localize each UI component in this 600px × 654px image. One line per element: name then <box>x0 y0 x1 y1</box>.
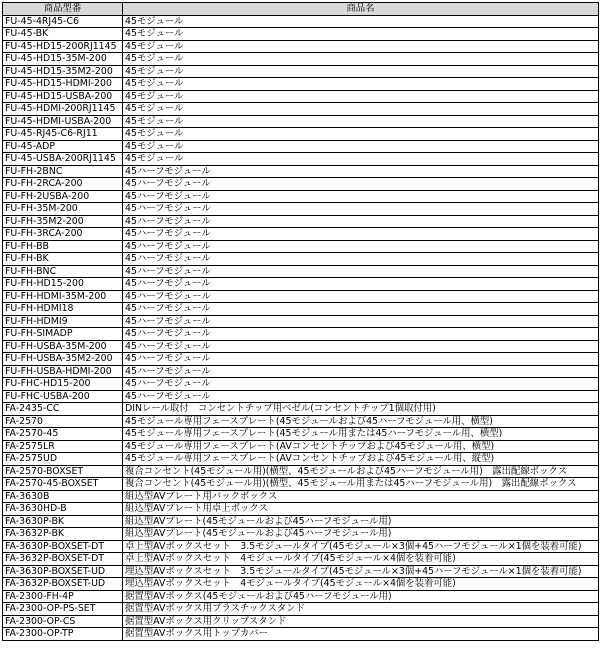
cell-model-number: FU-FH-SIMADP <box>3 328 123 341</box>
cell-product-name: 組込型AVプレート(45モジュールおよび45ハーフモジュール用) <box>123 528 599 541</box>
table-row <box>3 428 599 441</box>
cell-product-name: 45ハーフモジュール <box>123 340 599 353</box>
table-row <box>3 303 599 316</box>
cell-model-number: FA-2575LR <box>3 440 123 453</box>
cell-model-number: FU-45-HDMI-200RJ1145 <box>3 103 123 116</box>
cell-product-name: 45モジュール専用フェースプレート(AVコンセントチップおよび45モジュール用、横型) <box>123 440 599 453</box>
cell-product-name: 卓上型AVボックスセット 3.5モジュールタイプ(45モジュール×3個+45ハーフモジュール×1個を装着可能) <box>123 540 599 553</box>
cell-model-number: FA-2435-CC <box>3 403 123 416</box>
cell-model-number: FU-45-HD15-35M-200 <box>3 53 123 66</box>
table-row <box>3 190 599 203</box>
cell-model-number: FU-FH-2USBA-200 <box>3 190 123 203</box>
cell-model-number: FA-3630P-BOXSET-UD <box>3 565 123 578</box>
cell-product-name: 組込型AVプレート(45モジュールおよび45ハーフモジュール用) <box>123 515 599 528</box>
cell-model-number: FA-3632P-BOXSET-DT <box>3 553 123 566</box>
table-row <box>3 540 599 553</box>
cell-product-name: 埋込型AVボックスセット 3.5モジュールタイプ(45モジュール×3個+45ハーフモジュール×1個を装着可能) <box>123 565 599 578</box>
cell-product-name: 45ハーフモジュール <box>123 353 599 366</box>
cell-product-name: 45モジュール <box>123 28 599 41</box>
table-header <box>3 3 599 16</box>
table-row <box>3 165 599 178</box>
cell-product-name: 45モジュール専用フェースプレート(45モジュールおよび45ハーフモジュール用、横型) <box>123 415 599 428</box>
cell-product-name: 45ハーフモジュール <box>123 215 599 228</box>
cell-model-number: FU-FH-2RCA-200 <box>3 178 123 191</box>
header-row <box>3 3 599 16</box>
table-row <box>3 365 599 378</box>
cell-product-name: 45モジュール <box>123 53 599 66</box>
table-row <box>3 203 599 216</box>
cell-product-name: 45ハーフモジュール <box>123 253 599 266</box>
cell-product-name: 45モジュール <box>123 128 599 141</box>
cell-model-number: FA-2300-FH-4P <box>3 590 123 603</box>
table-row <box>3 228 599 241</box>
cell-model-number: FU-45-4RJ45-C6 <box>3 15 123 28</box>
cell-model-number: FU-FH-USBA-HDMI-200 <box>3 365 123 378</box>
cell-product-name: 45ハーフモジュール <box>123 315 599 328</box>
table-row <box>3 403 599 416</box>
table-row <box>3 128 599 141</box>
cell-model-number: FU-FH-HDMI18 <box>3 303 123 316</box>
cell-product-name: 45ハーフモジュール <box>123 290 599 303</box>
table-row <box>3 565 599 578</box>
cell-product-name: 45ハーフモジュール <box>123 378 599 391</box>
cell-model-number: FU-45-HD15-35M2-200 <box>3 65 123 78</box>
cell-product-name: 45ハーフモジュール <box>123 390 599 403</box>
cell-model-number: FU-FH-35M-200 <box>3 203 123 216</box>
table-row <box>3 153 599 166</box>
cell-model-number: FA-2300-OP-TP <box>3 628 123 641</box>
cell-product-name: 45モジュール <box>123 65 599 78</box>
cell-product-name: 据置型AVボックス用トップカバー <box>123 628 599 641</box>
cell-model-number: FA-2575UD <box>3 453 123 466</box>
cell-model-number: FU-FH-3RCA-200 <box>3 228 123 241</box>
header-product-name: 商品名 <box>123 3 599 16</box>
table-row <box>3 240 599 253</box>
table-row <box>3 253 599 266</box>
cell-model-number: FU-FHC-USBA-200 <box>3 390 123 403</box>
cell-model-number: FU-FH-HDMI-35M-200 <box>3 290 123 303</box>
cell-product-name: 45モジュール <box>123 140 599 153</box>
cell-product-name: 45モジュール <box>123 40 599 53</box>
table-row <box>3 78 599 91</box>
table-row <box>3 390 599 403</box>
cell-product-name: 埋込型AVボックスセット 4モジュールタイプ(45モジュール×4個を装着可能) <box>123 578 599 591</box>
cell-model-number: FA-3630P-BOXSET-DT <box>3 540 123 553</box>
cell-product-name: 45ハーフモジュール <box>123 240 599 253</box>
cell-model-number: FA-3630P-BK <box>3 515 123 528</box>
cell-model-number: FU-45-BK <box>3 28 123 41</box>
cell-model-number: FA-2570 <box>3 415 123 428</box>
table-row <box>3 53 599 66</box>
cell-product-name: 45ハーフモジュール <box>123 190 599 203</box>
table-row <box>3 28 599 41</box>
table-row <box>3 478 599 491</box>
cell-model-number: FU-45-RJ45-C6-RJ11 <box>3 128 123 141</box>
header-model-number: 商品型番 <box>3 3 123 16</box>
cell-product-name: 45モジュール専用フェースプレート(45モジュール用または45ハーフモジュール用、横型) <box>123 428 599 441</box>
table-row <box>3 465 599 478</box>
cell-product-name: 45モジュール <box>123 153 599 166</box>
cell-model-number: FU-FH-HDMI9 <box>3 315 123 328</box>
cell-product-name: 複合コンセント(45モジュール用)(横型、45モジュール用または45ハーフモジュール用) 露出配線ボックス <box>123 478 599 491</box>
cell-model-number: FA-2570-BOXSET <box>3 465 123 478</box>
table-row <box>3 215 599 228</box>
cell-product-name: 45ハーフモジュール <box>123 278 599 291</box>
product-table-container <box>2 2 598 641</box>
table-row <box>3 353 599 366</box>
cell-product-name: 45モジュール <box>123 78 599 91</box>
table-row <box>3 15 599 28</box>
cell-product-name: 据置型AVボックス(45モジュールおよび45ハーフモジュール用) <box>123 590 599 603</box>
cell-model-number: FU-45-HDMI-USBA-200 <box>3 115 123 128</box>
table-row <box>3 90 599 103</box>
table-row <box>3 65 599 78</box>
table-row <box>3 178 599 191</box>
table-row <box>3 40 599 53</box>
table-row <box>3 453 599 466</box>
table-row <box>3 490 599 503</box>
table-row <box>3 515 599 528</box>
cell-model-number: FU-FH-USBA-35M2-200 <box>3 353 123 366</box>
table-row <box>3 578 599 591</box>
table-row <box>3 503 599 516</box>
cell-model-number: FU-FHC-HD15-200 <box>3 378 123 391</box>
cell-product-name: 45ハーフモジュール <box>123 203 599 216</box>
table-row <box>3 140 599 153</box>
table-row <box>3 590 599 603</box>
cell-product-name: 45ハーフモジュール <box>123 303 599 316</box>
table-row <box>3 528 599 541</box>
cell-product-name: 組込型AVプレート用バックボックス <box>123 490 599 503</box>
cell-product-name: 据置型AVボックス用プラスチックスタンド <box>123 603 599 616</box>
table-row <box>3 328 599 341</box>
cell-model-number: FA-2570-45 <box>3 428 123 441</box>
cell-product-name: 45ハーフモジュール <box>123 228 599 241</box>
cell-product-name: 45ハーフモジュール <box>123 165 599 178</box>
cell-model-number: FU-45-HD15-HDMI-200 <box>3 78 123 91</box>
cell-product-name: 45ハーフモジュール <box>123 365 599 378</box>
product-table <box>2 2 599 641</box>
cell-model-number: FU-45-HD15-200RJ1145 <box>3 40 123 53</box>
cell-model-number: FA-2300-OP-PS-SET <box>3 603 123 616</box>
cell-model-number: FU-45-ADP <box>3 140 123 153</box>
cell-model-number: FA-3632P-BK <box>3 528 123 541</box>
cell-model-number: FU-FH-BB <box>3 240 123 253</box>
table-row <box>3 340 599 353</box>
table-row <box>3 115 599 128</box>
table-row <box>3 603 599 616</box>
cell-model-number: FU-FH-BNC <box>3 265 123 278</box>
cell-model-number: FA-2300-OP-CS <box>3 615 123 628</box>
cell-product-name: 45モジュール <box>123 15 599 28</box>
table-row <box>3 415 599 428</box>
table-row <box>3 553 599 566</box>
cell-model-number: FU-FH-HD15-200 <box>3 278 123 291</box>
cell-product-name: 卓上型AVボックスセット 4モジュールタイプ(45モジュール×4個を装着可能) <box>123 553 599 566</box>
cell-product-name: 45ハーフモジュール <box>123 178 599 191</box>
cell-product-name: DINレール取付 コンセントチップ用ベゼル(コンセントチップ1個取付用) <box>123 403 599 416</box>
cell-product-name: 45ハーフモジュール <box>123 265 599 278</box>
table-row <box>3 440 599 453</box>
cell-model-number: FA-2570-45-BOXSET <box>3 478 123 491</box>
table-row <box>3 278 599 291</box>
cell-product-name: 複合コンセント(45モジュール用)(横型、45モジュールおよび45ハーフモジュール用) 露出配線ボックス <box>123 465 599 478</box>
table-row <box>3 290 599 303</box>
cell-product-name: 据置型AVボックス用クリップスタンド <box>123 615 599 628</box>
cell-product-name: 45モジュール <box>123 115 599 128</box>
table-row <box>3 378 599 391</box>
table-row <box>3 315 599 328</box>
cell-model-number: FU-FH-2BNC <box>3 165 123 178</box>
cell-product-name: 45モジュール <box>123 90 599 103</box>
cell-product-name: 45モジュール専用フェースプレート(AVコンセントチップおよび45モジュール用、縦型) <box>123 453 599 466</box>
table-row <box>3 103 599 116</box>
cell-model-number: FA-3632P-BOXSET-UD <box>3 578 123 591</box>
table-row <box>3 615 599 628</box>
cell-model-number: FA-3630HD-B <box>3 503 123 516</box>
cell-model-number: FA-3630B <box>3 490 123 503</box>
table-row <box>3 628 599 641</box>
cell-model-number: FU-45-USBA-200RJ1145 <box>3 153 123 166</box>
cell-product-name: 45ハーフモジュール <box>123 328 599 341</box>
cell-model-number: FU-FH-35M2-200 <box>3 215 123 228</box>
table-body <box>3 15 599 640</box>
cell-product-name: 45モジュール <box>123 103 599 116</box>
cell-model-number: FU-FH-BK <box>3 253 123 266</box>
cell-model-number: FU-FH-USBA-35M-200 <box>3 340 123 353</box>
cell-product-name: 組込型AVプレート用卓上ボックス <box>123 503 599 516</box>
table-row <box>3 265 599 278</box>
cell-model-number: FU-45-HD15-USBA-200 <box>3 90 123 103</box>
